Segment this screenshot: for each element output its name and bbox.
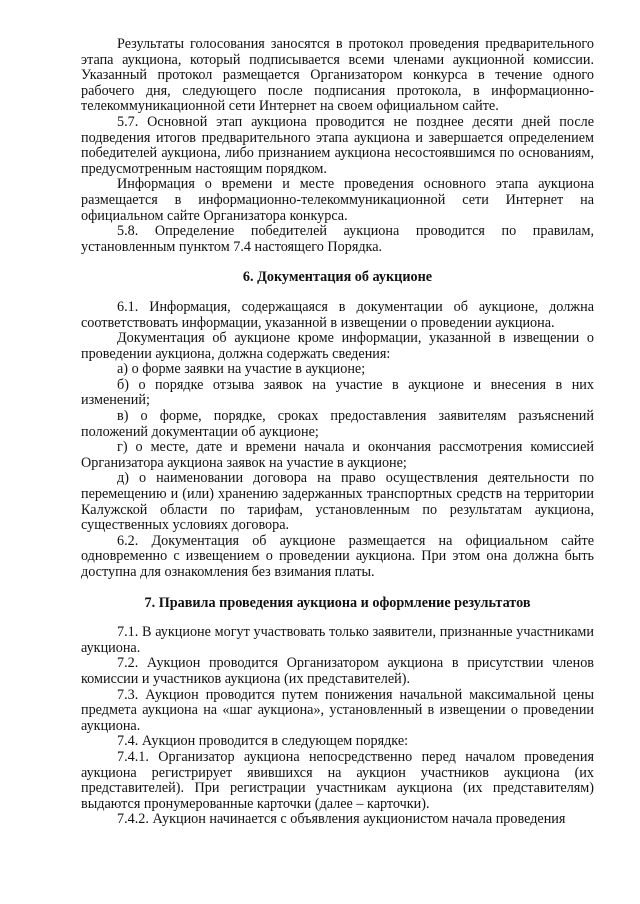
spacer [81, 611, 594, 625]
spacer [81, 286, 594, 300]
paragraph-7-4: 7.4. Аукцион проводится в следующем порядке: [117, 733, 409, 750]
list-item-d: д) о наименовании договора на право осуществления деятельности по перемещению и (или) хранению задержанных транспортных средств на территории Калужской области по тарифам, установленным по результатам аукциона, существенных условиях договора. [81, 470, 594, 534]
paragraph-7-3: 7.3. Аукцион проводится путем понижения начальной максимальной цены предмета аукциона на «шаг аукциона», установленный в извещении о проведении аукциона. [81, 686, 594, 734]
list-item-b: б) о порядке отзыва заявок на участие в аукционе и внесения в них изменений; [81, 376, 594, 409]
spacer [81, 581, 594, 596]
paragraph-5-8: 5.8. Определение победителей аукциона проводится по правилам, установленным пунктом 7.4 настоящего Порядка. [81, 223, 594, 255]
paragraph-voting-results: Результаты голосования заносятся в протокол проведения предварительного этапа аукциона, который подписывается всеми членами аукционной комиссии. Указанный протокол размещается Организатором конкурса в течение одного рабочего дня, следующего после подписания протокола, в информационно-телекоммуникационной сети Интернет на своем официальном сайте. [81, 36, 594, 115]
paragraph-main-stage-info: Информация о времени и месте проведения основного этапа аукциона размещается в информационно-телекоммуникационной сети Интернет на официальном сайте Организатора конкурса. [81, 176, 594, 224]
document-page [81, 37, 594, 828]
paragraph-5-7: 5.7. Основной этап аукциона проводится не позднее десяти дней после подведения итогов предварительного этапа аукциона и завершается определением победителей аукциона, либо признанием аукциона несостоявшимся по основаниям, предусмотренным настоящим порядком. [81, 113, 594, 177]
list-item-g: г) о месте, дате и времени начала и окончания рассмотрения комиссией Организатора аукциона заявок на участие в аукционе; [81, 439, 594, 471]
section-heading-6: 6. Документация об аукционе [242, 269, 433, 286]
list-item-a: а) о форме заявки на участие в аукционе; [117, 361, 366, 378]
paragraph-documentation-contents: Документация об аукционе кроме информации, указанной в извещении о проведении аукциона, должна содержать сведения: [81, 330, 594, 362]
paragraph-7-2: 7.2. Аукцион проводится Организатором аукциона в присутствии членов комиссии и участников аукциона (их представителей). [81, 655, 594, 687]
list-item-v: в) о форме, порядке, сроках предоставления заявителям разъяснений положений документации об аукционе; [81, 408, 594, 440]
section-heading-7: 7. Правила проведения аукциона и оформление результатов [144, 594, 531, 611]
paragraph-6-1: 6.1. Информация, содержащаяся в документации об аукционе, должна соответствовать информации, указанной в извещении о проведении аукциона. [81, 298, 594, 331]
paragraph-7-1: 7.1. В аукционе могут участвовать только заявители, признанные участниками аукциона. [81, 624, 594, 656]
paragraph-7-4-1: 7.4.1. Организатор аукциона непосредственно перед началом проведения аукциона регистрирует явившихся на аукцион участников аукциона (их представителей). При регистрации участникам аукциона (их представителям) выдаются пронумерованные карточки (далее – карточки). [81, 748, 594, 812]
spacer [81, 255, 594, 270]
paragraph-7-4-2: 7.4.2. Аукцион начинается с объявления аукционистом начала проведения [117, 811, 566, 828]
paragraph-6-2: 6.2. Документация об аукционе размещается на официальном сайте одновременно с извещением о проведении аукциона. При этом она должна быть доступна для ознакомления без взимания платы. [81, 532, 594, 580]
